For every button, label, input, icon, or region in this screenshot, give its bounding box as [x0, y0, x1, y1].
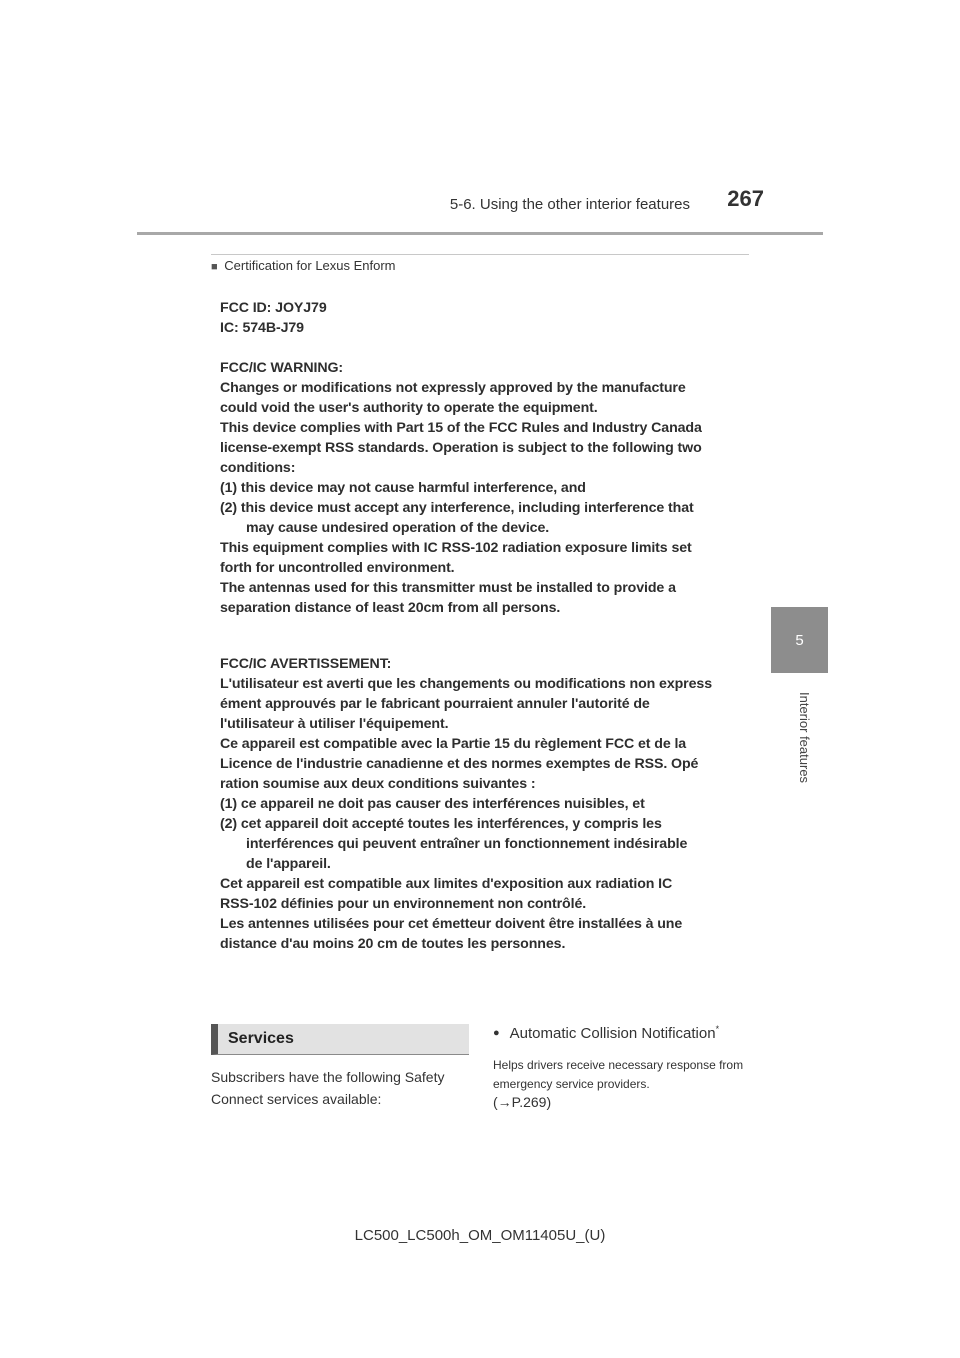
fcc-fr-line: ration soumise aux deux conditions suivantes : [220, 776, 536, 792]
round-bullet-icon: ● [493, 1027, 500, 1039]
fcc-fr-line: FCC/IC AVERTISSEMENT: [220, 656, 392, 672]
header-section-title: 5-6. Using the other interior features [449, 196, 690, 213]
page-number: 267 [727, 186, 764, 211]
fcc-line: This equipment complies with IC RSS-102 radiation exposure limits set [220, 540, 692, 556]
certification-heading-text: Certification for Lexus Enform [224, 258, 396, 273]
fcc-english-block [220, 298, 750, 618]
fcc-line: Changes or modifications not expressly approved by the manufacture [220, 380, 686, 396]
fcc-line: could void the user's authority to operate the equipment. [220, 400, 598, 416]
chapter-number: 5 [795, 631, 804, 649]
fcc-line: license-exempt RSS standards. Operation is subject to the following two [220, 440, 702, 456]
fcc-blank-line [220, 338, 750, 358]
fcc-fr-line: de l'appareil. [246, 856, 331, 872]
fcc-fr-line: (2) cet appareil doit accepté toutes les interférences, y compris les [220, 816, 662, 832]
fcc-fr-line: Ce appareil est compatible avec la Partie 15 du règlement FCC et de la [220, 736, 687, 752]
fcc-fr-line: L'utilisateur est averti que les changements ou modifications non express [220, 676, 712, 692]
fcc-line: IC: 574B-J79 [220, 320, 304, 336]
square-bullet-icon: ■ [211, 261, 218, 273]
fcc-line: (2) this device must accept any interference, including interference that [220, 500, 694, 516]
services-intro: Subscribers have the following Safety Connect services available: [211, 1069, 445, 1107]
fcc-line: may cause undesired operation of the device. [246, 520, 550, 536]
acn-description: Helps drivers receive necessary response from emergency service providers. [493, 1058, 744, 1091]
header-divider [137, 232, 823, 235]
fcc-fr-line: (1) ce appareil ne doit pas causer des interférences nuisibles, et [220, 796, 645, 812]
chapter-tab [771, 607, 828, 673]
fcc-fr-line: Cet appareil est compatible aux limites d'exposition aux radiation IC [220, 876, 673, 892]
fcc-fr-line: l'utilisateur à utiliser l'équipement. [220, 716, 449, 732]
acn-page-reference[interactable]: (→P.269) [493, 1094, 552, 1110]
fcc-line: forth for uncontrolled environment. [220, 560, 455, 576]
acn-title-text: Automatic Collision Notification [509, 1025, 716, 1042]
fcc-line: The antennas used for this transmitter must be installed to provide a [220, 580, 676, 596]
footnote-marker: * [715, 1024, 720, 1034]
fcc-fr-line: Licence de l'industrie canadienne et des normes exemptes de RSS. Opé [220, 756, 699, 772]
fcc-line: (1) this device may not cause harmful interference, and [220, 480, 586, 496]
fcc-fr-line: interférences qui peuvent entraîner un fonctionnement indésirable [246, 836, 688, 852]
fcc-line: FCC ID: JOYJ79 [220, 300, 327, 316]
fcc-line: This device complies with Part 15 of the FCC Rules and Industry Canada [220, 420, 702, 436]
fcc-fr-line: ément approuvés par le fabricant pourraient annuler l'autorité de [220, 696, 650, 712]
footer-doc-id: LC500_LC500h_OM_OM11405U_(U) [354, 1227, 606, 1244]
fcc-fr-line: RSS-102 définies pour un environnement non contrôlé. [220, 896, 587, 912]
services-heading: Services [211, 1024, 469, 1055]
chapter-title: Interior features [797, 692, 812, 784]
section-divider [211, 254, 749, 255]
certification-heading [211, 258, 396, 273]
fcc-line: conditions: [220, 460, 296, 476]
acn-item-title [493, 1024, 719, 1042]
fcc-fr-line: distance d'au moins 20 cm de toutes les personnes. [220, 936, 566, 952]
fcc-fr-line: Les antennes utilisées pour cet émetteur doivent être installées à une [220, 916, 683, 932]
fcc-french-block [220, 654, 750, 954]
fcc-line: separation distance of least 20cm from all persons. [220, 600, 561, 616]
fcc-line: FCC/IC WARNING: [220, 360, 344, 376]
